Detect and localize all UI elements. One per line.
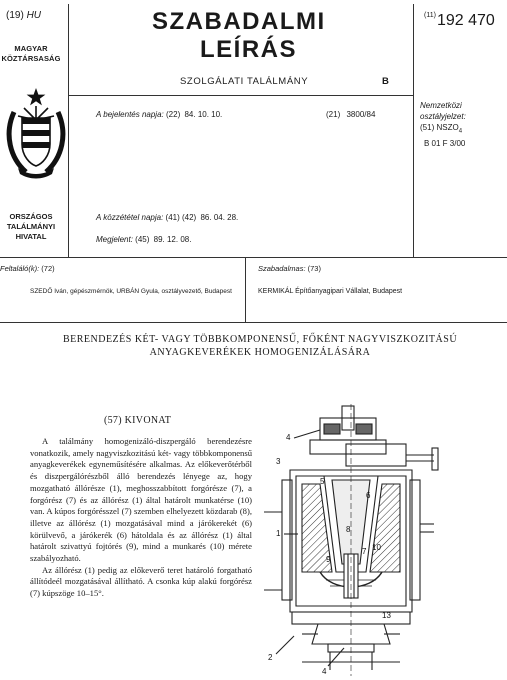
classification-block <box>420 100 466 149</box>
country-line: KÖZTÁRSASÁG <box>1 54 61 63</box>
document-title-line1: SZABADALMI <box>152 8 326 35</box>
publication-label: A közzététel napja: <box>96 213 164 222</box>
invention-title-line: ANYAGKEVERÉKEK HOMOGENIZÁLÁSÁRA <box>149 347 371 358</box>
divider-parties-bottom <box>0 322 507 323</box>
drawing-label: 2 <box>268 653 273 662</box>
patent-number <box>424 12 495 30</box>
abstract-text <box>30 436 252 600</box>
drawing-label: 4 <box>322 667 327 676</box>
classification-label-2: osztályjelzet: <box>420 112 466 121</box>
abstract-heading: (57) KIVONAT <box>104 415 172 426</box>
issued-code: (45) <box>135 235 150 244</box>
doc-number-code: (19) <box>6 10 24 21</box>
drawing-label: 8 <box>346 525 351 534</box>
patent-number-code: (11) <box>424 12 436 19</box>
filing-code: (22) <box>166 110 181 119</box>
application-number-row <box>326 110 375 119</box>
filing-label: A bejelentés napja: <box>96 110 164 119</box>
office-line: ORSZÁGOS <box>9 212 53 221</box>
classification-label-1: Nemzetközi <box>420 101 462 110</box>
drawing-label: 9 <box>326 555 331 564</box>
country-name <box>0 44 62 64</box>
office-line: TALÁLMÁNYI <box>6 222 56 231</box>
abstract-paragraph: Az állórész (1) pedig az előkeverő teret határoló forgatható állítódeél mozgatásával állítható. A csonka kúp alakú forgórész (7) kúpszöge 10–15°. <box>30 564 252 599</box>
divider-parties <box>245 257 246 322</box>
drawing-label: 7 <box>362 547 367 556</box>
technical-drawing <box>262 404 450 676</box>
document-subtitle: SZOLGÁLATI TALÁLMÁNY <box>180 76 309 87</box>
doc-country: HU <box>26 10 42 21</box>
publication-date-row <box>96 213 238 222</box>
issued-date-row <box>96 235 191 244</box>
owner-code: (73) <box>307 264 321 273</box>
document-country-code <box>6 10 41 21</box>
divider-vertical-right <box>413 4 414 257</box>
divider-header <box>68 95 414 96</box>
invention-title-line: BERENDEZÉS KÉT- VAGY TÖBBKOMPONENSŰ, FŐKÉNT NAGYVISZKOZITÁSÚ <box>62 334 458 345</box>
drawing-label: 6 <box>366 491 371 500</box>
drawing-label: 5 <box>320 477 325 486</box>
inventors-text: SZEDŐ Iván, gépészmérnök, URBÁN Gyula, osztályvezető, Budapest <box>30 288 232 295</box>
divider-vertical-left <box>68 4 69 257</box>
filing-date: 84. 10. 10. <box>184 110 223 119</box>
owner-label: Szabadalmas: <box>258 264 306 273</box>
issued-label: Megjelent: <box>96 235 133 244</box>
owner-text: KERMIKÁL Építőanyagipari Vállalat, Budapest <box>258 288 403 295</box>
owner-heading <box>258 264 321 273</box>
patent-number-value: 192 470 <box>436 12 495 29</box>
ipc-code: (51) <box>420 123 435 132</box>
filing-date-row <box>96 110 222 119</box>
drawing-label: 1 <box>276 529 281 538</box>
document-title-line2: LEÍRÁS <box>200 36 298 63</box>
invention-title <box>30 333 490 359</box>
issued-date: 89. 12. 08. <box>153 235 192 244</box>
ipc-value-1: NSZO <box>436 123 459 132</box>
coat-of-arms-icon <box>6 86 66 182</box>
ipc-value-2: B 01 F 3/00 <box>424 138 466 148</box>
drawing-label: 3 <box>276 457 281 466</box>
publication-date: 86. 04. 28. <box>200 213 239 222</box>
drawing-label: 10 <box>372 543 381 552</box>
application-code: (21) <box>326 110 341 119</box>
country-line: MAGYAR <box>14 44 48 53</box>
inventors-heading <box>0 264 55 273</box>
application-number: 3800/84 <box>346 110 376 119</box>
divider-bibliographic <box>0 257 507 258</box>
patent-office-name <box>0 212 62 242</box>
inventors-label: Feltaláló(k): <box>0 264 40 273</box>
office-line: HIVATAL <box>15 232 47 241</box>
ipc-value-1-sub: 4 <box>458 128 463 135</box>
kind-code: B <box>382 76 389 87</box>
drawing-label: 13 <box>382 611 391 620</box>
drawing-label: 4 <box>286 433 291 442</box>
inventors-code: (72) <box>41 264 55 273</box>
abstract-paragraph: A találmány homogenizáló-diszpergáló berendezésre vonatkozik, amely nagyviszkozitású két- vagy többkomponensű anyagkeverékek egyneműsítésére alkalmas. Az előkeverőtérből és diszpergálórészből álló berendezés lényege az, hogy mozgatható állórésze (1), meghosszabbított forgórésze (7), a forgórész (7) és az állórész (1) által határolt munkatérse (10) van. A kúpos forgórésszel (7) szemben elhelyezett közdarab (8), illetve az állórész (1) mozgatásával mind a járókerekét (6) körülvevő, a járókerék (6) hátoldala és az állórész (1) által határolt szivattyú fojtórés (9), mind a munkarés (10) mérete szabályozható. <box>30 436 252 564</box>
publication-code: (41) (42) <box>165 213 197 222</box>
